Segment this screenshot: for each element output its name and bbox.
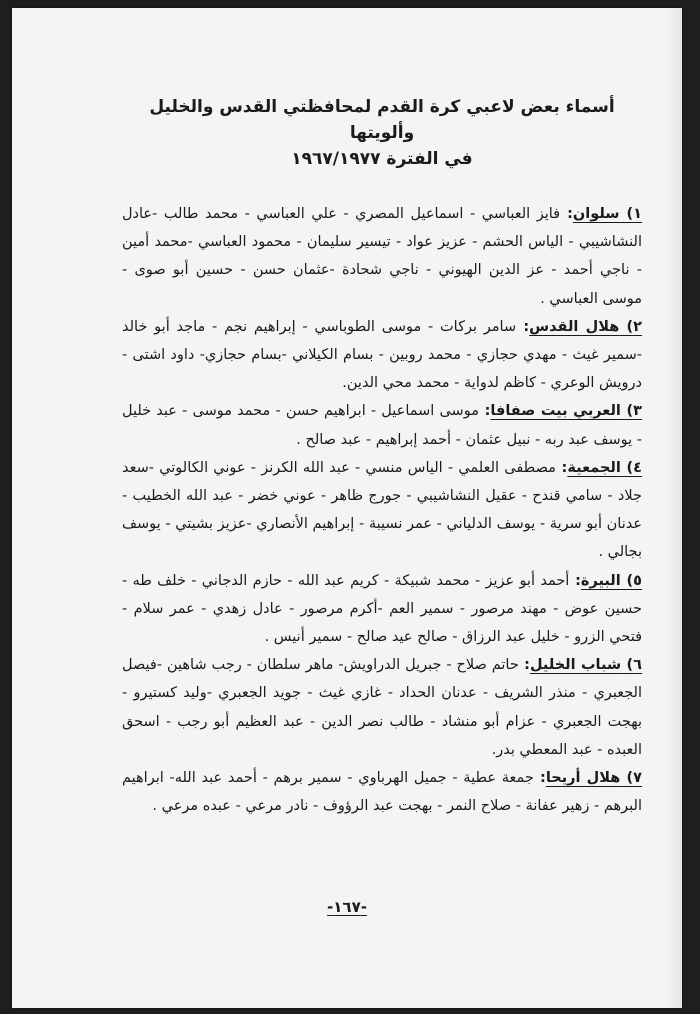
player-list: مصطفى العلمي - الياس منسي - عبد الله الكرنز - عوني الكالوتي -سعد جلاد - سامي قندح - عقيل النشاشيبي - جورج ظاهر - عوني خضر - عبد الله الخطيب - عدنان أبو سرية - يوسف الدلياني - عمر نسيبة - إبراهيم الأنصاري -عزيز بشيتي - يوسف بجالي . [122, 459, 642, 561]
section-number: ٥) [626, 572, 642, 589]
document-title [122, 94, 642, 172]
section-heading [546, 770, 642, 786]
section-number: ١) [626, 206, 642, 222]
player-list: موسى اسماعيل - ابراهيم حسن - محمد موسى - عبد خليل - يوسف عبد ربه - نبيل عثمان - أحمد إبراهيم - عبد صالح . [122, 403, 642, 448]
club-section-silwan: ١) سلوان: فايز العباسي - اسماعيل المصري - علي العباسي - محمد طالب -عادل النشاشيبي - الياس الحشم - عزيز عواد - تيسير سليمان - محمود العباسي -محمد أمين - ناجي أحمد - عز الدين الهيوني - ناجي شحادة -عثمان حسن - حسين أبو صوى - موسى العباسي . [122, 206, 642, 307]
section-number: ٤) [626, 459, 642, 476]
player-list: سامر بركات - موسى الطوباسي - إبراهيم نجم - ماجد أبو خالد -سمير غيث - مهدي حجازي - محمد روبين - بسام الكيلاني -بسام حجازي- داود اشتى - درويش الوعري - كاظم لدواية - محمد محي الدين. [122, 318, 642, 392]
club-section-shabab-al-khalil: ٦) شباب الخليل: حاتم صلاح - جبريل الدراويش- ماهر سلطان - رجب شاهين -فيصل الجعبري - منذر الشريف - عدنان الحداد - غازي غيث - جويد الجعبري -وليد كستيرو - بهجت الجعبري - عزام أبو منشاد - طالب نصر الدين - عبد العظيم أبو رجب - اسحق العبده - عبد المعطي بدر. [122, 657, 642, 758]
page-number [12, 898, 682, 916]
club-section-hilal-al-quds: ٢) هلال القدس: سامر بركات - موسى الطوباسي - إبراهيم نجم - ماجد أبو خالد -سمير غيث - مهدي حجازي - محمد روبين - بسام الكيلاني -بسام حجازي- داود اشتى - درويش الوعري - كاظم لدواية - محمد محي الدين. [122, 318, 642, 392]
section-number: ٣) [626, 403, 643, 420]
club-name: سلوان [572, 206, 620, 222]
club-name: شباب الخليل [529, 657, 622, 674]
section-number: ٢) [626, 318, 642, 335]
club-section-hilal-ariha: ٧) هلال أريحا: جمعة عطية - جميل الهرباوي - سمير برهم - أحمد عبد الله- ابراهيم البرهم - زهير عفانة - صلاح النمر - بهجت عبد الرؤوف - نادر مرعي - عبده مرعي . [122, 770, 642, 815]
section-number: ٦) [626, 657, 642, 674]
section-heading [567, 460, 642, 476]
club-name: هلال أريحا [545, 770, 621, 787]
club-name: الجمعية [567, 459, 621, 476]
section-heading [573, 206, 642, 222]
section-number: ٧) [626, 770, 642, 787]
club-section-arabi-beit-safafa: ٣) العربي بيت صفافا: موسى اسماعيل - ابراهيم حسن - محمد موسى - عبد خليل - يوسف عبد ربه - نبيل عثمان - أحمد إبراهيم - عبد صالح . [122, 403, 643, 448]
club-name: البيرة [580, 572, 621, 589]
club-section-al-jamiya: ٤) الجمعية: مصطفى العلمي - الياس منسي - عبد الله الكرنز - عوني الكالوتي -سعد جلاد - سامي قندح - عقيل النشاشيبي - جورج ظاهر - عوني خضر - عبد الله الخطيب - عدنان أبو سرية - يوسف الدلياني - عمر نسيبة - إبراهيم الأنصاري -عزيز بشيتي - يوسف بجالي . [122, 459, 642, 561]
page-edge-shadow [664, 8, 682, 1008]
club-section-al-bireh: ٥) البيرة: أحمد أبو عزيز - محمد شبيكة - كريم عبد الله - حازم الدجاني - خلف طه - حسين عوض - مهند مرصور - سمير العم -أكرم مرصور - عادل زهدي - عمر سلام - فتحي الزرو - خليل عبد الرزاق - صالح عيد صالح - سمير أنيس . [122, 572, 642, 646]
page-number-text: -١٦٧- [327, 898, 367, 916]
title-line-2: في الفترة ١٩٦٧/١٩٧٧ [291, 149, 473, 169]
player-list: جمعة عطية - جميل الهرباوي - سمير برهم - أحمد عبد الله- ابراهيم البرهم - زهير عفانة - صلاح النمر - بهجت عبد الرؤوف - نادر مرعي - عبده مرعي . [122, 770, 642, 815]
section-heading [581, 573, 642, 589]
player-list: فايز العباسي - اسماعيل المصري - علي العباسي - محمد طالب -عادل النشاشيبي - الياس الحشم - عزيز عواد - تيسير سليمان - محمود العباسي -محمد أمين - ناجي أحمد - عز الدين الهيوني - ناجي شحادة -عثمان حسن - حسين أبو صوى - موسى العباسي . [122, 206, 642, 307]
player-list: أحمد أبو عزيز - محمد شبيكة - كريم عبد الله - حازم الدجاني - خلف طه - حسين عوض - مهند مرصور - سمير العم -أكرم مرصور - عادل زهدي - عمر سلام - فتحي الزرو - خليل عبد الرزاق - صالح عيد صالح - سمير أنيس . [122, 572, 642, 646]
player-list: حاتم صلاح - جبريل الدراويش- ماهر سلطان - رجب شاهين -فيصل الجعبري - منذر الشريف - عدنان الحداد - غازي غيث - جويد الجعبري -وليد كستيرو - بهجت الجعبري - عزام أبو منشاد - طالب نصر الدين - عبد العظيم أبو رجب - اسحق العبده - عبد المعطي بدر. [122, 657, 642, 758]
section-heading [530, 657, 642, 673]
title-line-1: أسماء بعض لاعبي كرة القدم لمحافظتي القدس والخليل وألويتها [149, 97, 615, 143]
club-sections [122, 200, 642, 820]
document-page [12, 8, 682, 1008]
section-heading [529, 319, 642, 335]
club-name: العربي بيت صفافا [490, 403, 621, 420]
document-content [122, 94, 642, 820]
section-heading [490, 403, 642, 419]
club-name: هلال القدس [529, 318, 620, 335]
